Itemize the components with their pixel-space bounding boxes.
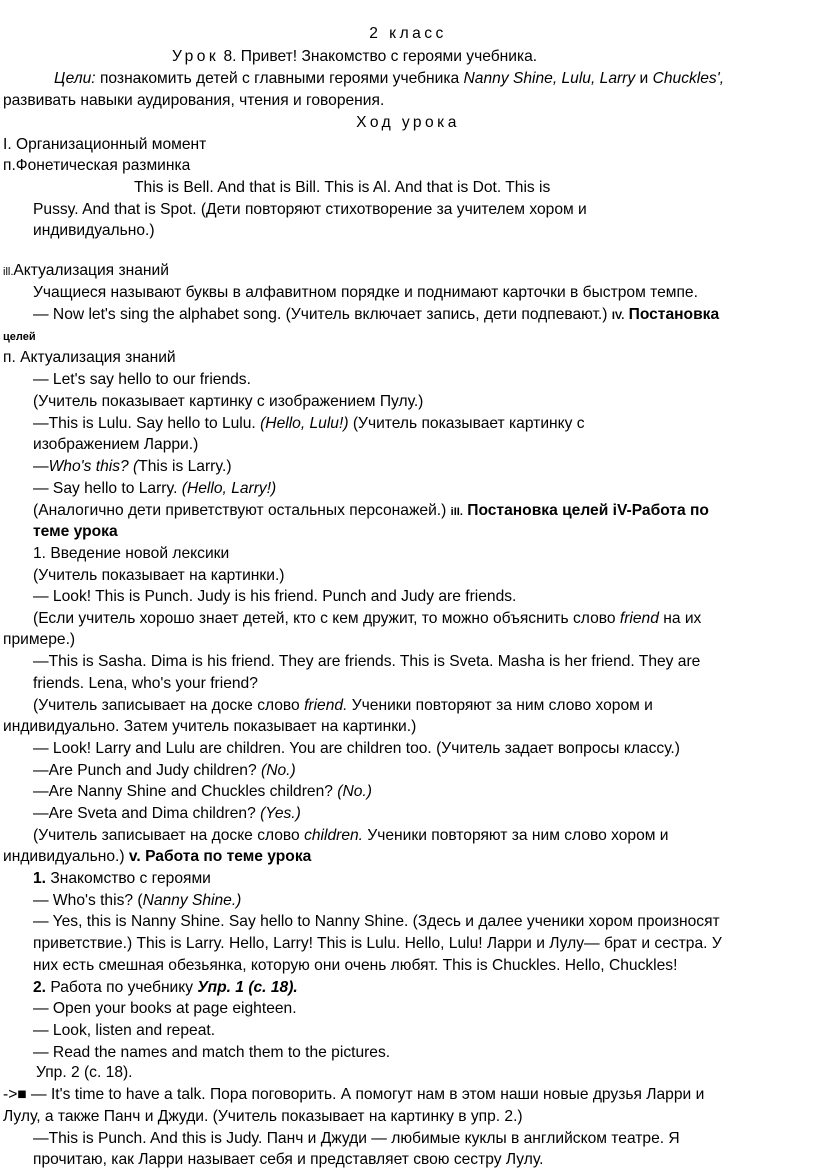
text-line: (Учитель записывает на доске слово children. Ученики повторяют за ним слово хором и <box>33 827 669 844</box>
text-line: прочитаю, как Ларри называет себя и представляет свою сестру Лулу. <box>33 1151 544 1168</box>
text-line: (Аналогично дети приветствуют остальных персонажей.) iII. Постановка целей iV-Работа по <box>33 502 709 519</box>
exercise-ref: Упр. 2 (с. 18). <box>36 1064 133 1081</box>
dialogue-line: —Are Sveta and Dima children? (Yes.) <box>33 805 301 822</box>
text-line: — Now let's sing the alphabet song. (Учитель включает запись, дети подпевают.) IV. Постановка <box>33 306 720 323</box>
dialogue-line: — Say hello to Larry. (Hello, Larry!) <box>33 480 277 497</box>
dialogue-line: — Who's this? (Nanny Shine.) <box>33 892 242 909</box>
lesson-goals-cont: развивать навыки аудирования, чтения и говорения. <box>3 92 385 109</box>
section-heading: п.Фонетическая разминка <box>3 157 191 174</box>
dialogue-line: friends. Lena, who's your friend? <box>33 675 258 692</box>
dialogue-line: — Open your books at page eighteen. <box>33 1000 297 1017</box>
subsection-heading: 2. Работа по учебнику Упр. 1 (с. 18). <box>33 979 298 996</box>
text-line: (Учитель показывает на картинки.) <box>33 567 285 584</box>
subsection-heading: 1. Знакомство с героями <box>33 870 211 887</box>
lesson-progress-heading: Ход урока <box>356 114 460 131</box>
dialogue-line: — Yes, this is Nanny Shine. Say hello to Nanny Shine. (Здесь и далее ученики хором произносят <box>33 913 720 930</box>
dialogue-line: —Are Nanny Shine and Chuckles children? (No.) <box>33 783 372 800</box>
subsection-heading: 1. Введение новой лексики <box>33 545 230 562</box>
dialogue-line: — Look! This is Punch. Judy is his friend. Punch and Judy are friends. <box>33 588 517 605</box>
text-line: изображением Ларри.) <box>33 436 199 453</box>
section-heading: п. Актуализация знаний <box>3 349 176 366</box>
dialogue-line: — Look! Larry and Lulu are children. You are children too. (Учитель задает вопросы классу.) <box>33 740 680 757</box>
dialogue-line: —Are Punch and Judy children? (No.) <box>33 762 296 779</box>
text-line: индивидуально.) <box>33 222 155 239</box>
text-line: индивидуально.) v. Работа по теме урока <box>3 848 312 865</box>
dialogue-line: —Who's this? (This is Larry.) <box>33 458 232 475</box>
text-line: (Учитель записывает на доске слово friend. Ученики повторяют за ним слово хором и <box>33 697 653 714</box>
dialogue-line: них есть смешная обезьянка, которую они очень любят. This is Chuckles. Hello, Chuckles! <box>33 957 678 974</box>
dialogue-line: приветствие.) This is Larry. Hello, Larry! This is Lulu. Hello, Lulu! Ларри и Лулу— брат и сестра. У <box>33 935 722 952</box>
section-heading: ill.Актуализация знаний <box>3 262 169 279</box>
text-line: (Учитель показывает картинку с изображением Пулу.) <box>33 393 424 410</box>
text-line: This is Bell. And that is Bill. This is Al. And that is Dot. This is <box>134 179 551 196</box>
dialogue-line: — Look, listen and repeat. <box>33 1022 216 1039</box>
dialogue-line: —This is Sasha. Dima is his friend. They are friends. This is Sveta. Masha is her friend. They are <box>33 653 701 670</box>
text-line: (Если учитель хорошо знает детей, кто с кем дружит, то можно объяснить слово friend на их <box>33 610 702 627</box>
section-heading: целей <box>3 331 36 343</box>
dialogue-line: ->■ — It's time to have a talk. Пора поговорить. А помогут нам в этом наши новые друзья Ларри и <box>3 1086 705 1103</box>
text-line: примере.) <box>3 631 76 648</box>
section-heading: I. Организационный момент <box>3 136 207 153</box>
dialogue-line: —This is Punch. And this is Judy. Панч и Джуди — любимые куклы в английском театре. Я <box>33 1130 680 1147</box>
text-line: индивидуально. Затем учитель показывает на картинки.) <box>3 718 417 735</box>
dialogue-line: —This is Lulu. Say hello to Lulu. (Hello, Lulu!) (Учитель показывает картинку с <box>33 415 585 432</box>
text-line: Pussy. And that is Spot. (Дети повторяют стихотворение за учителем хором и <box>33 201 587 218</box>
grade-heading: 2 класс <box>369 25 447 42</box>
lesson-goals: Цели: познакомить детей с главными героями учебника Nanny Shine, Lulu, Larry и Chuckles', <box>54 70 725 87</box>
dialogue-line: — Read the names and match them to the pictures. <box>33 1044 391 1061</box>
section-heading: теме урока <box>33 523 118 540</box>
text-line: Лулу, а также Панч и Джуди. (Учитель показывает на картинку в упр. 2.) <box>3 1108 523 1125</box>
text-line: Учащиеся называют буквы в алфавитном порядке и поднимают карточки в быстром темпе. <box>33 284 698 301</box>
dialogue-line: — Let's say hello to our friends. <box>33 371 251 388</box>
lesson-title: Урок 8. Привет! Знакомство с героями учебника. <box>172 48 538 65</box>
